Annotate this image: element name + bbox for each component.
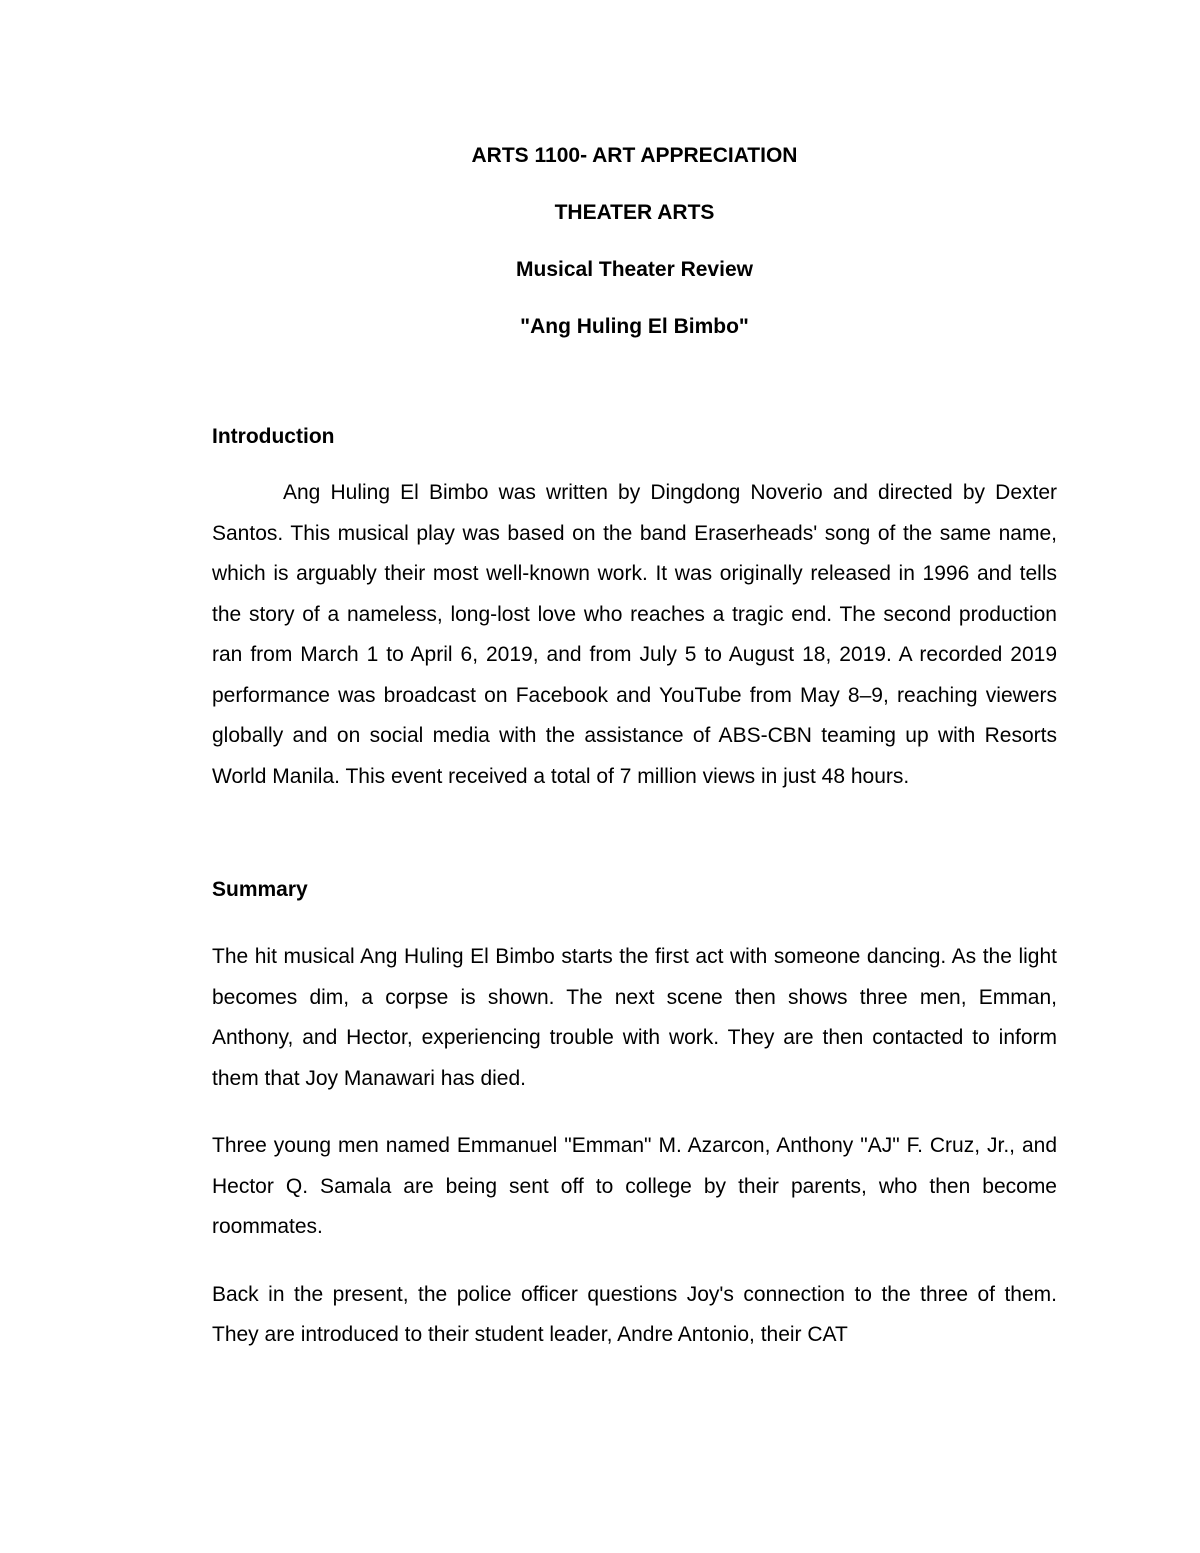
document-body	[212, 420, 1057, 1356]
subject-title: THEATER ARTS	[554, 201, 715, 224]
summary-paragraph: The hit musical Ang Huling El Bimbo starts the first act with someone dancing. As the light becomes dim, a corpse is shown. The next scene then shows three men, Emman, Anthony, and Hector, experiencing trouble with work. They are then contacted to inform them that Joy Manawari has died.	[212, 945, 1057, 1090]
review-type-title: Musical Theater Review	[516, 258, 753, 281]
summary-paragraph: Three young men named Emmanuel "Emman" M. Azarcon, Anthony "AJ" F. Cruz, Jr., and Hector Q. Samala are being sent off to college by their parents, who then become roommates.	[212, 1134, 1057, 1238]
summary-paragraph: Back in the present, the police officer questions Joy's connection to the three of them. They are introduced to their student leader, Andre Antonio, their CAT	[212, 1282, 1057, 1346]
course-title: ARTS 1100- ART APPRECIATION	[471, 144, 798, 167]
introduction-heading: Introduction	[212, 425, 335, 448]
summary-heading: Summary	[212, 878, 308, 901]
introduction-paragraph: Ang Huling El Bimbo was written by Dingdong Noverio and directed by Dexter Santos. This musical play was based on the band Eraserheads' song of the same name, which is arguably their most well-known work. It was originally released in 1996 and tells the story of a nameless, long-lost love who reaches a tragic end. The second production ran from March 1 to April 6, 2019, and from July 5 to August 18, 2019. A recorded 2019 performance was broadcast on Facebook and YouTube from May 8–9, reaching viewers globally and on social media with the assistance of ABS-CBN teaming up with Resorts World Manila. This event received a total of 7 million views in just 48 hours.	[212, 481, 1057, 788]
title-block	[212, 141, 1057, 369]
play-title: "Ang Huling El Bimbo"	[520, 315, 749, 338]
